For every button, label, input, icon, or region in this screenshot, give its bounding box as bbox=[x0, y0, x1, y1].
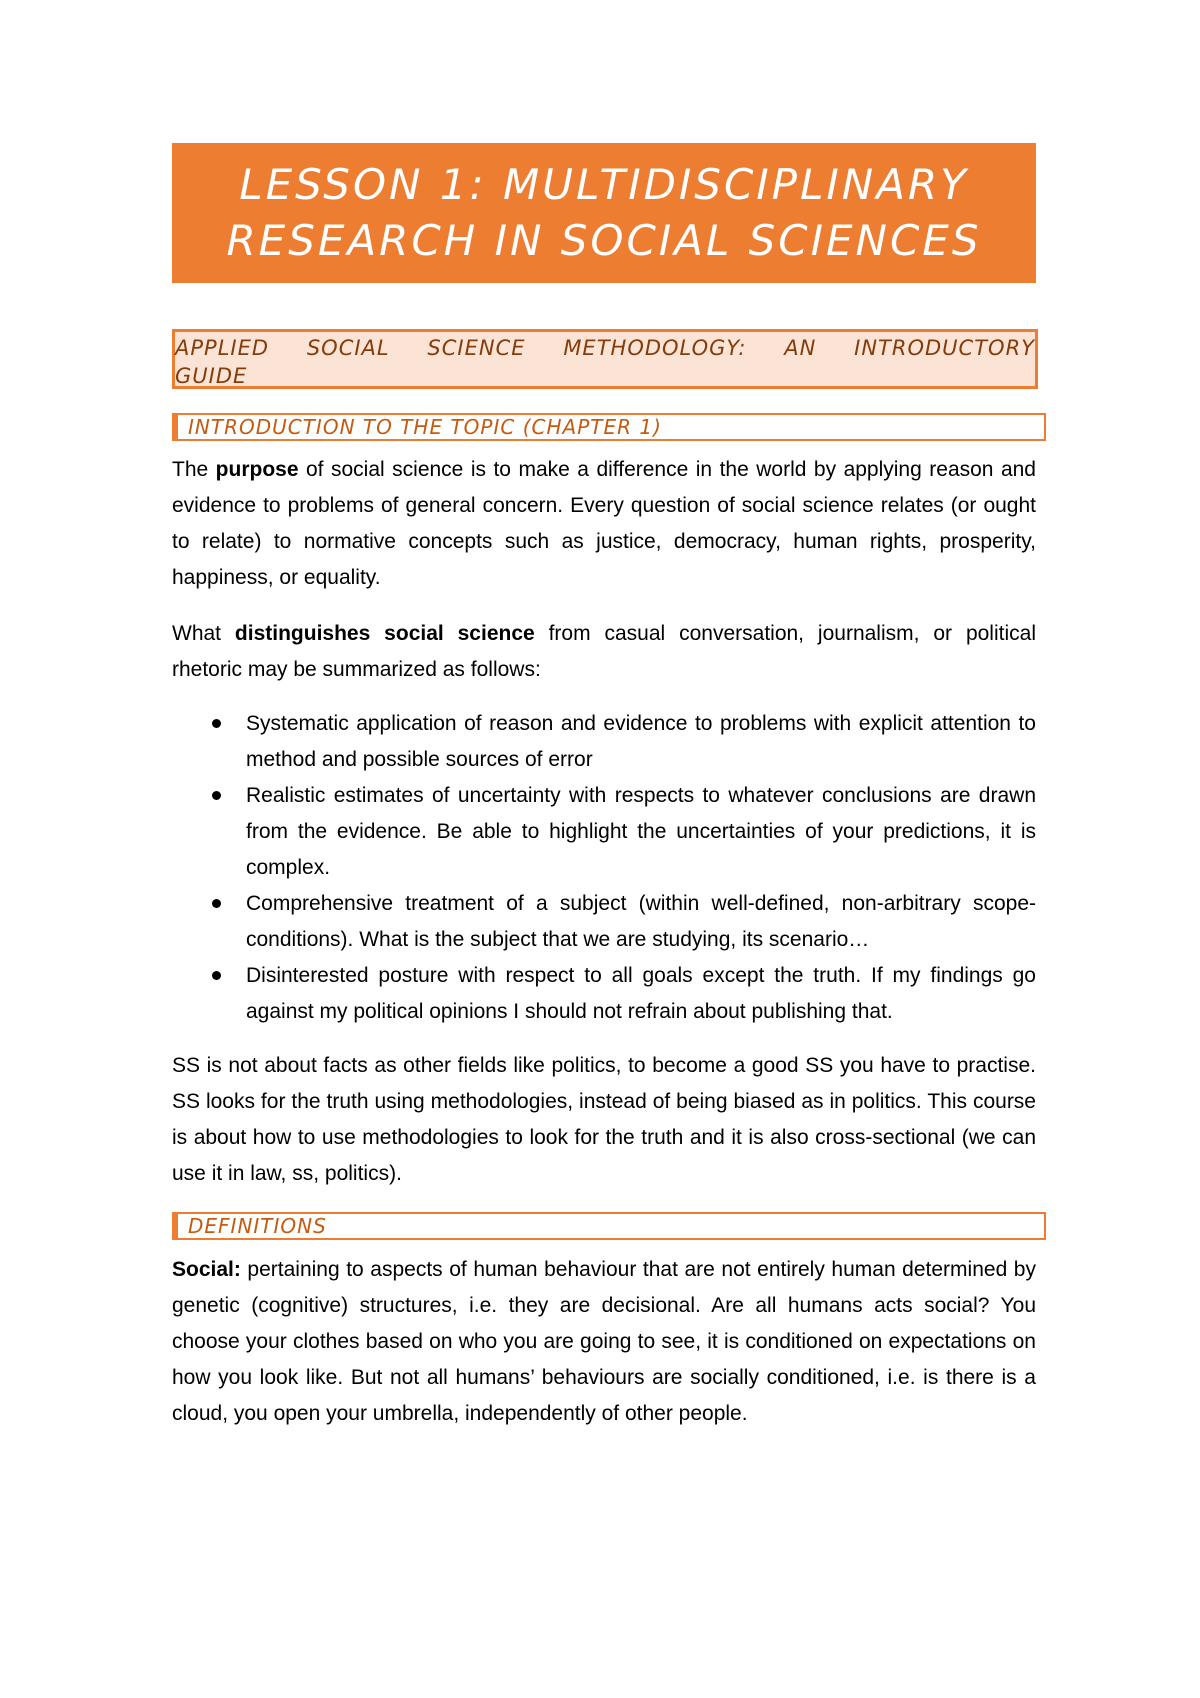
bullet-icon bbox=[212, 971, 221, 980]
intro-paragraph-purpose bbox=[172, 452, 1036, 596]
definition-paragraph-social bbox=[172, 1252, 1036, 1432]
bullet-icon bbox=[212, 899, 221, 908]
text-run: of social science is to make a difference in the world by applying reason and evidence to problems of general concern. Every question of social science relates (or ought to relate) to normative concepts such as justice, democracy, human rights, prosperity, happiness, or equality. bbox=[172, 458, 1036, 589]
subtitle-word: SCIENCE bbox=[427, 336, 526, 360]
paragraph-text: SS is not about facts as other fields like politics, to become a good SS you have to practise. SS looks for the truth using methodologies, instead of being biased as in politics. This course is about how to use methodologies to look for the truth and it is also cross-sectional (we can use it in law, ss, politics). bbox=[172, 1054, 1036, 1185]
intro-paragraph-distinguishes bbox=[172, 616, 1036, 688]
text-run: The bbox=[172, 458, 216, 481]
intro-paragraph-ss bbox=[172, 1048, 1036, 1192]
text-run: What bbox=[172, 622, 235, 645]
subtitle-word: AN bbox=[784, 336, 817, 360]
bullet-icon bbox=[212, 719, 221, 728]
subtitle-word: METHODOLOGY: bbox=[563, 336, 747, 360]
list-item-text: Systematic application of reason and evidence to problems with explicit attention to method and possible sources of error bbox=[246, 712, 1036, 771]
bold-term-social: Social: bbox=[172, 1258, 241, 1281]
lesson-title-line-2: RESEARCH IN SOCIAL SCIENCES bbox=[226, 216, 982, 265]
list-item bbox=[172, 886, 1036, 958]
distinguishing-features-list bbox=[172, 706, 1036, 1030]
section-heading-definitions: DEFINITIONS bbox=[172, 1212, 1046, 1240]
list-item bbox=[172, 958, 1036, 1030]
subtitle-word: APPLIED bbox=[175, 336, 270, 360]
bold-term-distinguishes: distinguishes social science bbox=[234, 622, 535, 645]
bold-term-purpose: purpose bbox=[215, 458, 299, 481]
list-item-text: Disinterested posture with respect to all goals except the truth. If my findings go against my political opinions I should not refrain about publishing that. bbox=[246, 964, 1036, 1023]
text-run: from casual conversation, journalism, or political rhetoric may be summarized as follows: bbox=[172, 622, 1036, 681]
lesson-title-banner bbox=[172, 143, 1036, 283]
list-item-text: Realistic estimates of uncertainty with respects to whatever conclusions are drawn from the evidence. Be able to highlight the uncertainties of your predictions, it is complex. bbox=[246, 784, 1036, 879]
book-subtitle-line-1 bbox=[175, 334, 1035, 362]
list-item-text: Comprehensive treatment of a subject (within well-defined, non-arbitrary scope-conditions). What is the subject that we are studying, its scenario… bbox=[246, 892, 1036, 951]
text-run: pertaining to aspects of human behaviour that are not entirely human determined by genetic (cognitive) structures, i.e. they are decisional. Are all humans acts social? You choose your clothes based on who you are going to see, it is conditioned on expectations on how you look like. But not all humans’ behaviours are socially conditioned, i.e. is there is a cloud, you open your umbrella, independently of other people. bbox=[172, 1258, 1036, 1425]
list-item bbox=[172, 778, 1036, 886]
subtitle-word: SOCIAL bbox=[306, 336, 390, 360]
book-subtitle-box bbox=[172, 329, 1038, 389]
lesson-title-line-1: LESSON 1: MULTIDISCIPLINARY bbox=[239, 160, 969, 209]
list-item bbox=[172, 706, 1036, 778]
section-heading-introduction: INTRODUCTION TO THE TOPIC (CHAPTER 1) bbox=[172, 413, 1046, 441]
book-subtitle-line-2: GUIDE bbox=[175, 364, 248, 388]
subtitle-word: INTRODUCTORY bbox=[854, 336, 1035, 360]
bullet-icon bbox=[212, 791, 221, 800]
